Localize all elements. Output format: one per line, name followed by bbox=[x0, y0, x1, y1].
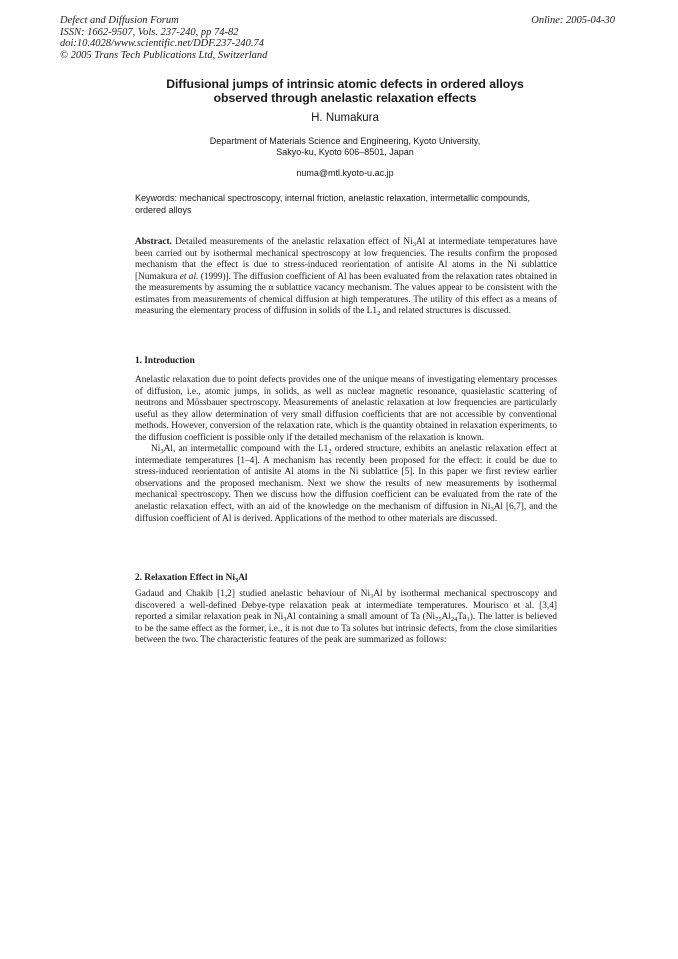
section-heading-relaxation: 2. Relaxation Effect in $Ni_3Al$ bbox=[135, 573, 248, 584]
introduction-body bbox=[135, 375, 557, 525]
journal-header bbox=[60, 15, 390, 61]
title-line-1: Diffusional jumps of intrinsic atomic defects in ordered alloys bbox=[166, 77, 524, 91]
intro-paragraph-1: Anelastic relaxation due to point defects provides one of the unique means of investigating elementary processes of diffusion, i.e., atomic jumps, in solids, as well as nuclear magnetic resonance, quasielastic scattering of neutrons and Mössbauer spectroscopy. Measurements of anelastic relaxation at low frequencies are particularly useful as they allow determination of very small diffusion coefficients that are not accessible by conventional methods. However, conversion of the relaxation rate, which is the quantity obtained in relaxation experiments, to the diffusion coefficient is possible only if the detailed mechanism of the relaxation is known. bbox=[135, 375, 557, 443]
affiliation bbox=[100, 136, 590, 158]
relaxation-body bbox=[135, 589, 557, 647]
keywords: Keywords: mechanical spectroscopy, internal friction, anelastic relaxation, intermetallic compounds, ordered alloys bbox=[135, 193, 531, 215]
journal-issn: ISSN: 1662-9507, Vols. 237-240, pp 74-82 bbox=[60, 26, 239, 38]
section-heading-introduction: 1. Introduction bbox=[135, 356, 195, 366]
title-line-2: observed through anelastic relaxation effects bbox=[213, 90, 477, 105]
abstract-label: Abstract. bbox=[135, 237, 172, 247]
affiliation-line-1: Department of Materials Science and Engineering, Kyoto University, bbox=[209, 136, 481, 146]
journal-copyright: © 2005 Trans Tech Publications Ltd, Switzerland bbox=[60, 49, 268, 61]
relaxation-paragraph-1: Gadaud and Chakib [1,2] studied anelastic behaviour of $Ni_3Al$ by isothermal mechanical spectroscopy and discovered a well-defined Debye-type relaxation peak at intermediate temperatures. Mourisco et al. [3,4] reported a similar relaxation peak in $Ni_3Al$ containing a small amount of Ta $(Ni_{75}Al_{24}Ta_1)$. The latter is believed to be the same effect as the former, i.e., it is not due to Ta solutes but intrinsic defects, from the close similarities between the two. The characteristic features of the peak are summarized as follows: bbox=[135, 589, 558, 646]
online-date: Online: 2005-04-30 bbox=[531, 15, 615, 26]
author-email: numa@mtl.kyoto-u.ac.jp bbox=[296, 168, 394, 178]
affiliation-line-2: Sakyo-ku, Kyoto 606–8501, Japan bbox=[276, 147, 414, 157]
abstract: Abstract. Detailed measurements of the anelastic relaxation effect of $Ni_3Al$ at intermediate temperatures have been carried out by isothermal mechanical spectroscopy at low frequencies. The results confirm the proposed mechanism that the effect is due to stress-induced reorientation of antisite Al atoms in the Ni sublattice [Numakura et al. (1999)]. The diffusion coefficient of Al has been evaluated from the relaxation rates obtained in the measurements by assuming the α sublattice vacancy mechanism. The values appear to be consistent with the estimates from measurements of chemical diffusion at high temperatures. The utility of this effect as a means of measuring the elementary process of diffusion in solids of the $L1_2$ and related structures is discussed. bbox=[135, 237, 558, 318]
author-name: H. Numakura bbox=[311, 112, 379, 124]
journal-name: Defect and Diffusion Forum bbox=[60, 15, 179, 26]
paper-title bbox=[100, 78, 590, 105]
intro-paragraph-2: $Ni_3Al$, an intermetallic compound with the $L1_2$ ordered structure, exhibits an anelastic relaxation effect at intermediate temperatures [1–4]. A mechanism has recently been proposed for the effect: it could be due to stress-induced reorientation of antisite Al atoms in the Ni sublattice [5]. In this paper we first review earlier observations and the proposed mechanism. Next we show the results of new measurements by isothermal mechanical spectroscopy. Then we discuss how the diffusion coefficient can be evaluated from the rate of the anelastic relaxation effect, with an aid of the knowledge on the mechanism of diffusion in $Ni_3Al$ [6,7], and the diffusion coefficient of Al is derived. Applications of the method to other materials are discussed. bbox=[135, 444, 557, 524]
journal-doi: doi:10.4028/www.scientific.net/DDF.237-240.74 bbox=[60, 38, 265, 49]
